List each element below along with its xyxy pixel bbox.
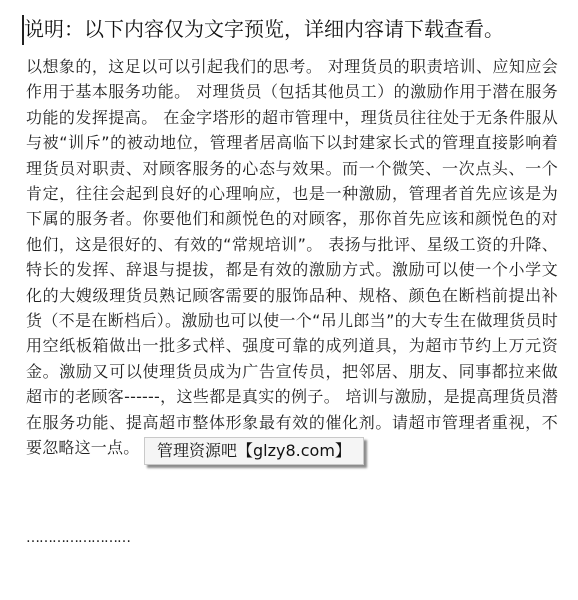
article-body [26,54,558,461]
preview-notice: 说明：以下内容仅为文字预览，详细内容请下载查看。 [24,17,504,41]
article-paragraph: 以想象的，这足以可以引起我们的思考。 对理货员的职责培训、应知应会作用于基本服务功能。 对理货员（包括其他员工）的激励作用于潜在服务功能的发挥提高。 在金字塔形的超市管理中，理货员往往处于无条件服从与被“训斥”的被动地位，管理者居高临下以封建家长式的管理直接影响着理货员对职责、对顾客服务的心态与效果。而一个微笑、一次点头、一个肯定，往往会起到良好的心理响应，也是一种激励，管理者首先应该是为下属的服务者。你要他们和颜悦色的对顾客，那你首先应该和颜悦色的对他们，这是很好的、有效的“常规培训”。 表扬与批评、星级工资的升降、特长的发挥、辞退与提拔，都是有效的激励方式。激励可以使一个小学文化的大嫂级理货员熟记顾客需要的服饰品种、规格、颜色在断档前提出补货（不是在断档后）。激励也可以使一个“吊儿郎当”的大专生在做理货员时用空纸板箱做出一批多式样、强度可靠的成列道具，为超市节约上万元资金。激励又可以使理货员成为广告宣传员，把邻居、朋友、同事都拉来做超市的老顾客------，这些都是真实的例子。 培训与激励，是提高理货员潜在服务功能、提高超市整体形象最有效的催化剂。请超市管理者重视，不要忽略这一点。 [26,57,558,458]
site-watermark: 管理资源吧【glzy8.com】 [144,437,364,465]
continuation-ellipsis: …………………… [26,530,130,546]
